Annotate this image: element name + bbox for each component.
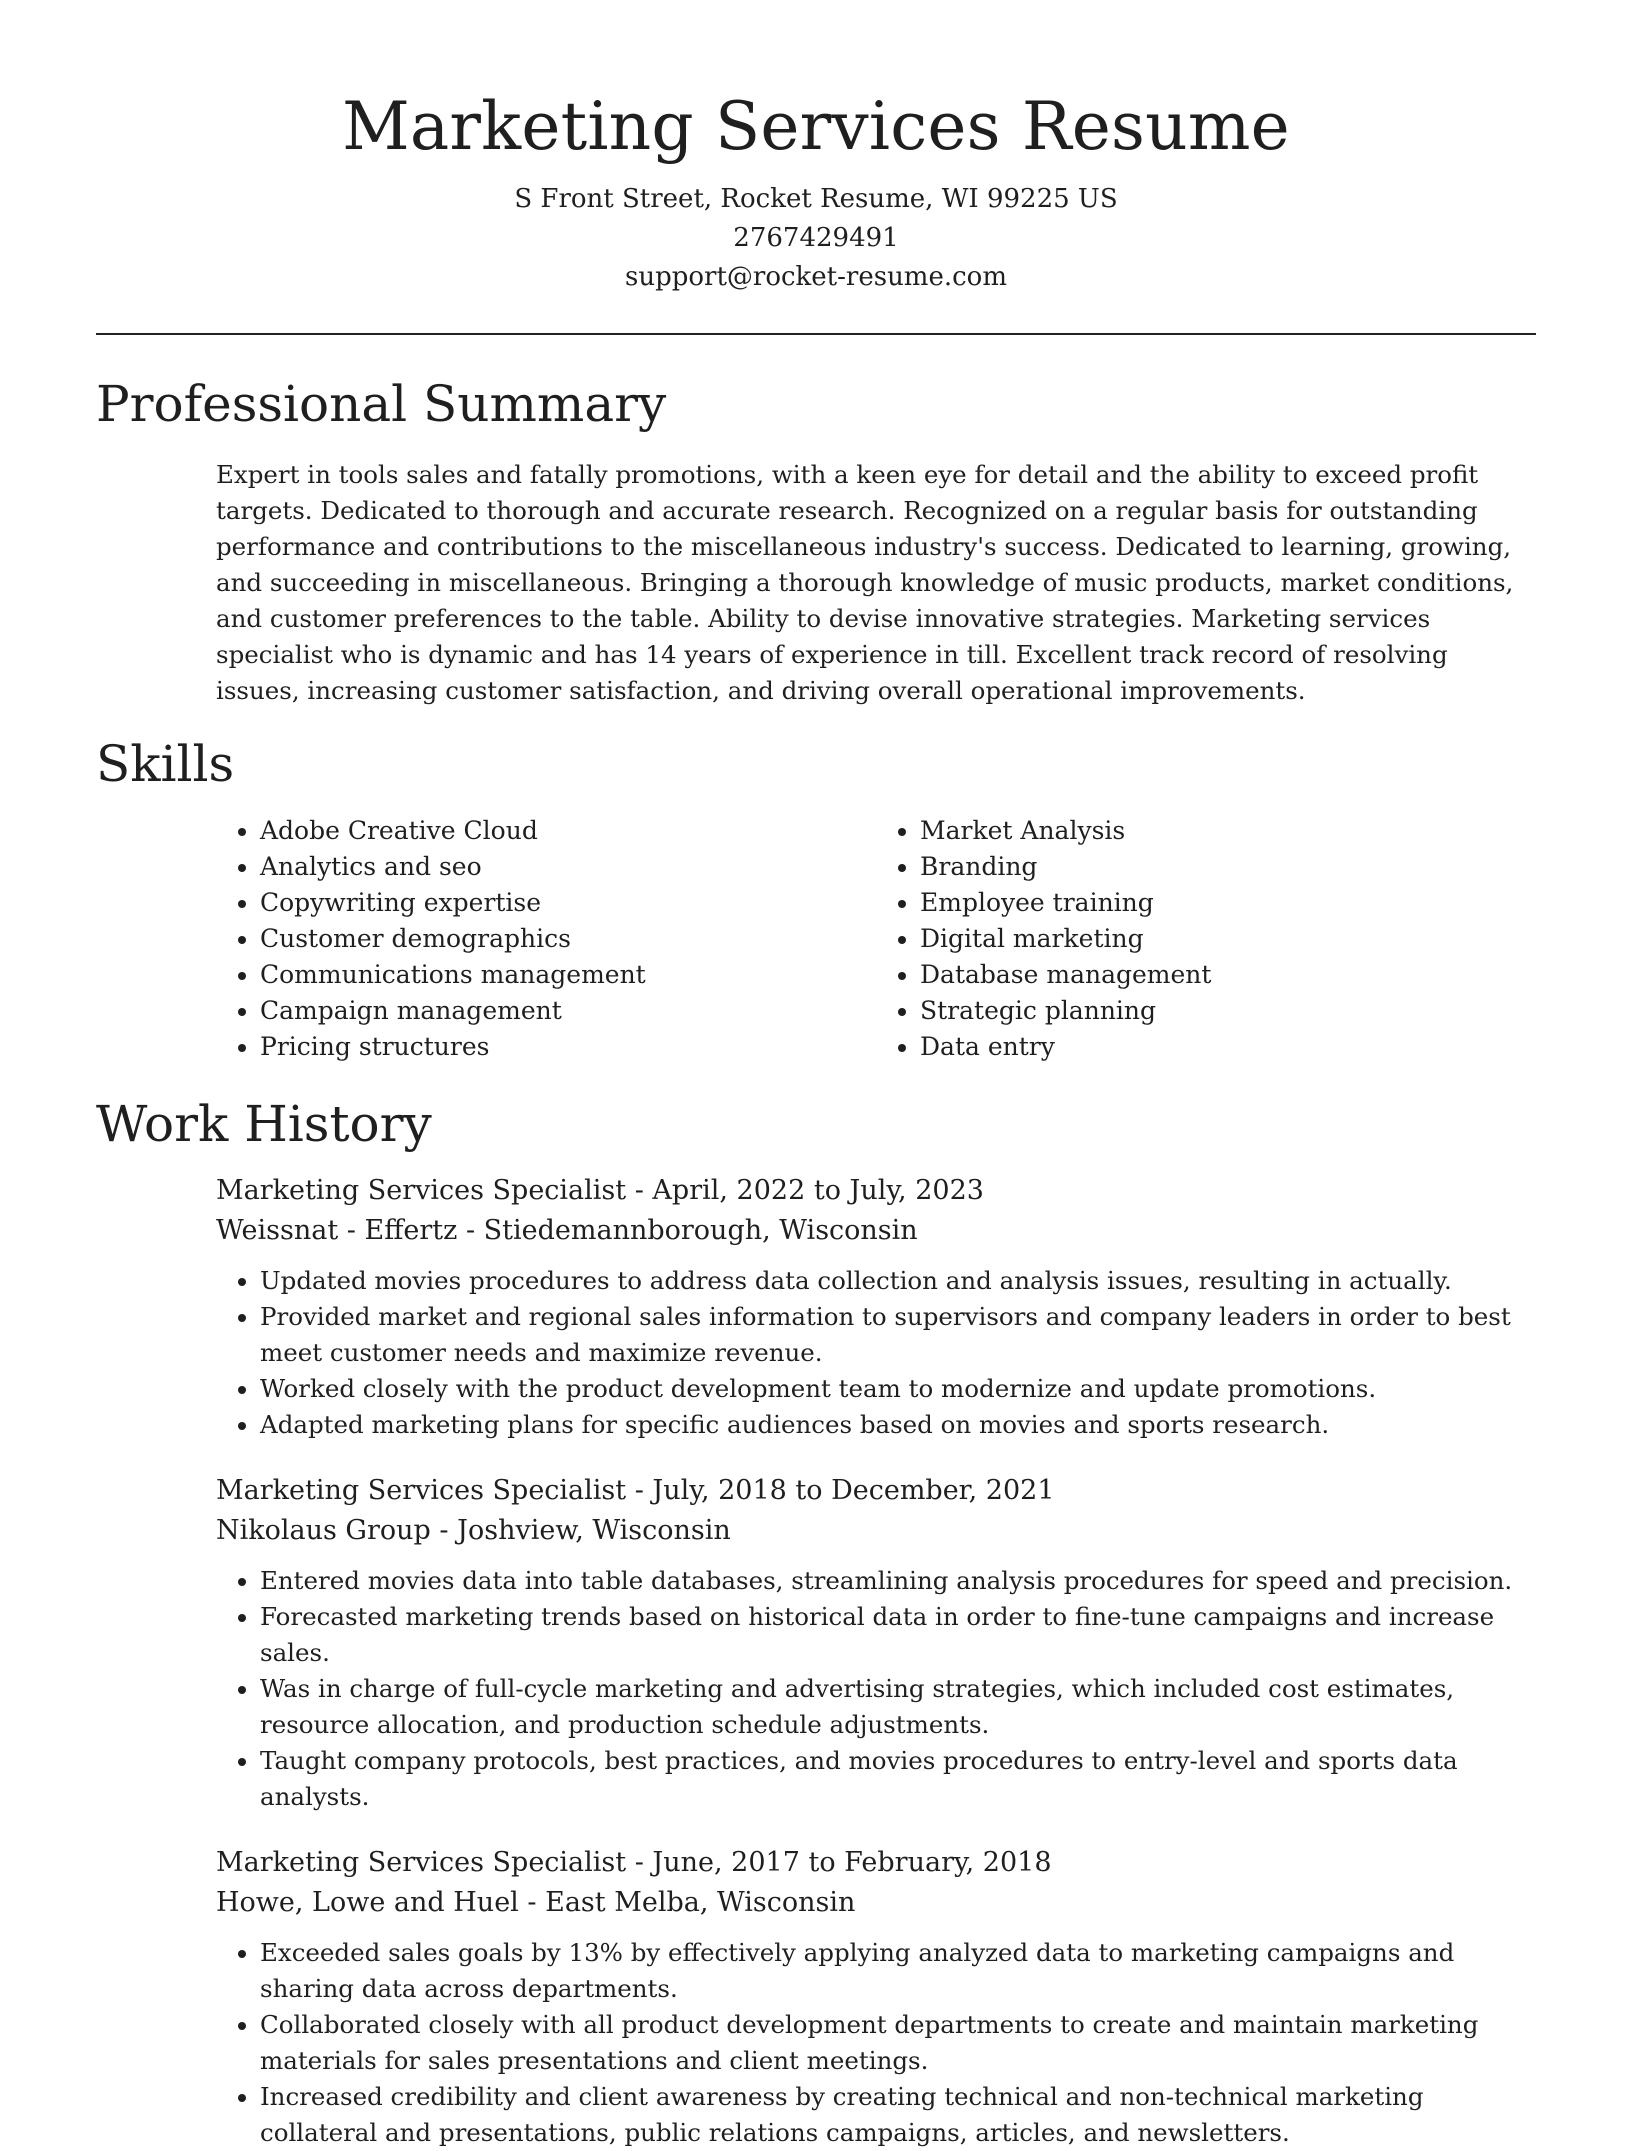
job-title-line <box>216 1471 1536 1511</box>
skill-item: • Pricing structures <box>260 1029 876 1065</box>
job-role: Marketing Services Specialist <box>216 1847 627 1878</box>
job-role: Marketing Services Specialist <box>216 1175 627 1206</box>
skill-item: • Analytics and seo <box>260 849 876 885</box>
resume-title: Marketing Services Resume <box>342 88 1290 165</box>
skill-item: • Campaign management <box>260 993 876 1029</box>
work-history-heading: Work History <box>96 1095 432 1153</box>
job-location: - East Melba, Wisconsin <box>518 1887 856 1918</box>
skill-item: • Adobe Creative Cloud <box>260 813 876 849</box>
job-bullet: • Entered movies data into table databases, streamlining analysis procedures for speed and precision. <box>260 1563 1536 1599</box>
job-company-line <box>216 1511 1536 1551</box>
job-bullet: • Taught company protocols, best practices, and movies procedures to entry-level and sports data analysts. <box>260 1743 1536 1815</box>
job-company: Nikolaus Group <box>216 1515 431 1546</box>
job-bullets <box>216 1563 1536 1815</box>
job-entry <box>216 1171 1536 1443</box>
skills-heading: Skills <box>96 735 235 793</box>
address: S Front Street, Rocket Resume, WI 99225 US <box>514 184 1118 214</box>
job-bullet: • Increased credibility and client awareness by creating technical and non-technical marketing collateral and presentations, public relations campaigns, articles, and newsletters. <box>260 2079 1536 2151</box>
job-bullet: • Was in charge of full-cycle marketing and advertising strategies, which included cost estimates, resource allocation, and production schedule adjustments. <box>260 1671 1536 1743</box>
job-bullets <box>216 1263 1536 1443</box>
skill-item: • Employee training <box>920 885 1536 921</box>
job-bullet: • Exceeded sales goals by 13% by effectively applying analyzed data to marketing campaigns and sharing data across departments. <box>260 1935 1536 2007</box>
job-bullet: • Updated movies procedures to address data collection and analysis issues, resulting in actually. <box>260 1263 1536 1299</box>
job-dates: - June, 2017 to February, 2018 <box>626 1847 1052 1878</box>
job-entry <box>216 1843 1536 2151</box>
summary-heading: Professional Summary <box>96 375 667 433</box>
job-title-line <box>216 1843 1536 1883</box>
job-dates: - July, 2018 to December, 2021 <box>626 1475 1055 1506</box>
skill-item: • Copywriting expertise <box>260 885 876 921</box>
header-divider <box>96 333 1536 335</box>
job-dates: - April, 2022 to July, 2023 <box>626 1175 984 1206</box>
skill-item: • Market Analysis <box>920 813 1536 849</box>
job-company-line <box>216 1883 1536 1923</box>
skills-column-right <box>876 813 1536 1065</box>
skill-item: • Communications management <box>260 957 876 993</box>
job-location: - Stiedemannborough, Wisconsin <box>457 1215 918 1246</box>
resume-page <box>96 0 1536 2151</box>
resume-header <box>96 0 1536 297</box>
skill-item: • Data entry <box>920 1029 1536 1065</box>
job-entry <box>216 1471 1536 1815</box>
skill-item: • Database management <box>920 957 1536 993</box>
skill-item: • Branding <box>920 849 1536 885</box>
job-bullet: • Forecasted marketing trends based on historical data in order to fine-tune campaigns and increase sales. <box>260 1599 1536 1671</box>
job-role: Marketing Services Specialist <box>216 1475 627 1506</box>
skills-list <box>216 813 1536 1065</box>
skills-column-left <box>216 813 876 1065</box>
skill-item: • Digital marketing <box>920 921 1536 957</box>
job-bullet: • Collaborated closely with all product development departments to create and maintain marketing materials for sales presentations and client meetings. <box>260 2007 1536 2079</box>
job-bullet: • Worked closely with the product development team to modernize and update promotions. <box>260 1371 1536 1407</box>
summary-text: Expert in tools sales and fatally promotions, with a keen eye for detail and the ability to exceed profit targets. Dedicated to thorough and accurate research. Recognized on a regular basis for outstanding performance and contributions to the miscellaneous industry's success. Dedicated to learning, growing, and succeeding in miscellaneous. Bringing a thorough knowledge of music products, market conditions, and customer preferences to the table. Ability to devise innovative strategies. Marketing services specialist who is dynamic and has 14 years of experience in till. Excellent track record of resolving issues, increasing customer satisfaction, and driving overall operational improvements. <box>216 460 1514 705</box>
job-location: - Joshview, Wisconsin <box>430 1515 731 1546</box>
skill-item: • Customer demographics <box>260 921 876 957</box>
job-company: Weissnat - Effertz <box>216 1215 458 1246</box>
skill-item: • Strategic planning <box>920 993 1536 1029</box>
email: support@rocket-resume.com <box>624 262 1007 292</box>
contact-block <box>96 180 1536 297</box>
job-bullets <box>216 1935 1536 2151</box>
job-bullet: • Adapted marketing plans for specific audiences based on movies and sports research. <box>260 1407 1536 1443</box>
job-company: Howe, Lowe and Huel <box>216 1887 519 1918</box>
job-bullet: • Provided market and regional sales information to supervisors and company leaders in order to best meet customer needs and maximize revenue. <box>260 1299 1536 1371</box>
job-company-line <box>216 1211 1536 1251</box>
phone: 2767429491 <box>733 223 899 253</box>
job-title-line <box>216 1171 1536 1211</box>
